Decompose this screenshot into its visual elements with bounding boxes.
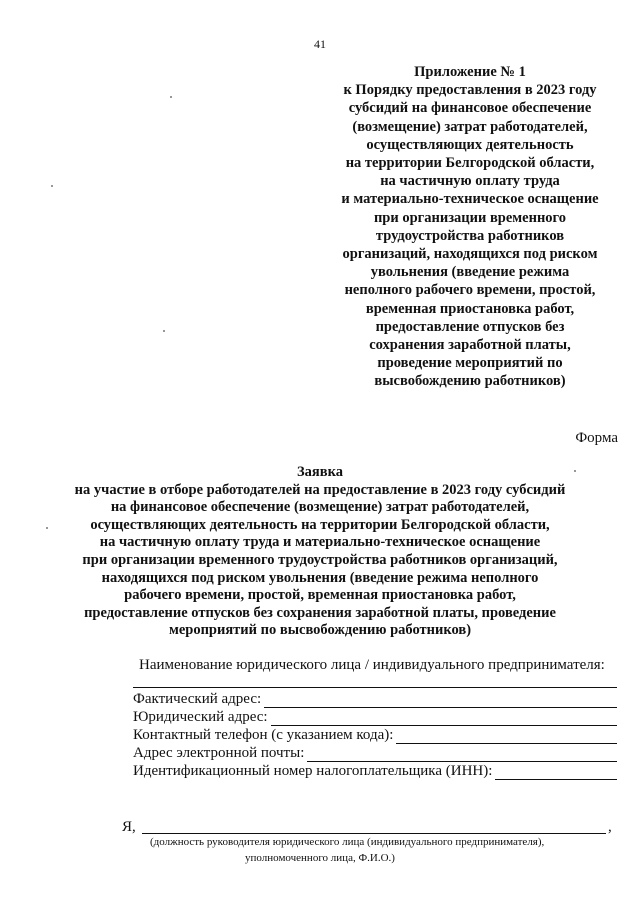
actual-address-row xyxy=(133,690,617,708)
appendix-line: к Порядку предоставления в 2023 году xyxy=(343,82,597,99)
legal-address-label: Юридический адрес: xyxy=(133,709,268,725)
legal-address-field[interactable] xyxy=(271,711,617,726)
appendix-header xyxy=(320,63,620,391)
phone-label: Контактный телефон (с указанием кода): xyxy=(133,727,394,743)
title-line: рабочего времени, простой, временная приостановка работ, xyxy=(124,587,516,604)
phone-row xyxy=(133,726,617,744)
scan-speck xyxy=(163,330,165,332)
title-line: на участие в отборе работодателей на предоставление в 2023 году субсидий xyxy=(74,481,566,498)
email-label: Адрес электронной почты: xyxy=(133,745,305,761)
application-title xyxy=(0,464,640,640)
appendix-line: сохранения заработной платы, xyxy=(369,337,571,354)
title-line: мероприятий по высвобождению работников) xyxy=(168,622,472,639)
scan-speck xyxy=(574,470,576,472)
appendix-line: при организации временного xyxy=(373,209,567,226)
appendix-line: (возмещение) затрат работодателей, xyxy=(352,118,588,135)
actual-address-field[interactable] xyxy=(264,693,617,708)
appendix-line: на территории Белгородской области, xyxy=(345,155,595,172)
scan-speck xyxy=(51,185,53,187)
title-line: на финансовое обеспечение (возмещение) затрат работодателей, xyxy=(110,499,530,516)
phone-field[interactable] xyxy=(396,729,617,744)
appendix-line: высвобождению работников) xyxy=(374,373,566,390)
scan-speck xyxy=(170,96,172,98)
appendix-line: проведение мероприятий по xyxy=(377,355,563,372)
inn-label: Идентификационный номер налогоплательщика (ИНН): xyxy=(133,763,493,779)
appendix-line: осуществляющих деятельность xyxy=(366,136,574,153)
declaration-note-line2: уполномоченного лица, Ф.И.О.) xyxy=(245,852,395,864)
appendix-line: временная приостановка работ, xyxy=(365,300,575,317)
email-field[interactable] xyxy=(307,747,617,762)
actual-address-label: Фактический адрес: xyxy=(133,691,262,707)
inn-row xyxy=(133,762,617,780)
declaration-comma: , xyxy=(608,819,612,835)
email-row xyxy=(133,744,617,762)
title-line: при организации временного трудоустройства работников организаций, xyxy=(82,551,558,568)
appendix-line: предоставление отпусков без xyxy=(375,318,565,335)
declarant-field[interactable] xyxy=(142,833,606,834)
declaration-ya: Я, xyxy=(122,819,136,835)
appendix-line: организаций, находящихся под риском xyxy=(342,246,598,263)
legal-address-row xyxy=(133,708,617,726)
title-line: предоставление отпусков без сохранения заработной платы, проведение xyxy=(84,604,556,621)
appendix-line: увольнения (введение режима xyxy=(370,264,570,281)
appendix-line: на частичную оплату труда xyxy=(380,173,560,190)
appendix-line: субсидий на финансовое обеспечение xyxy=(348,100,592,117)
title-line: находящихся под риском увольнения (введение режима неполного xyxy=(101,569,539,586)
org-name-row xyxy=(139,656,617,674)
title-line: на частичную оплату труда и материально-техническое оснащение xyxy=(99,534,541,551)
title-line: осуществляющих деятельность на территории Белгородской области, xyxy=(90,516,550,533)
declaration-note-line1: (должность руководителя юридического лица (индивидуального предпринимателя), xyxy=(150,836,545,848)
inn-field[interactable] xyxy=(495,765,617,780)
appendix-line: трудоустройства работников xyxy=(375,227,565,244)
page-number: 41 xyxy=(314,37,326,51)
scan-speck xyxy=(46,527,48,529)
title-line: Заявка xyxy=(297,464,343,480)
org-name-label: Наименование юридического лица / индивидуального предпринимателя: xyxy=(139,657,605,673)
org-name-field[interactable] xyxy=(133,687,617,688)
appendix-line: и материально-техническое оснащение xyxy=(341,191,599,208)
form-label: Форма xyxy=(575,430,618,446)
appendix-line: Приложение № 1 xyxy=(414,64,526,80)
appendix-line: неполного рабочего времени, простой, xyxy=(344,282,596,299)
